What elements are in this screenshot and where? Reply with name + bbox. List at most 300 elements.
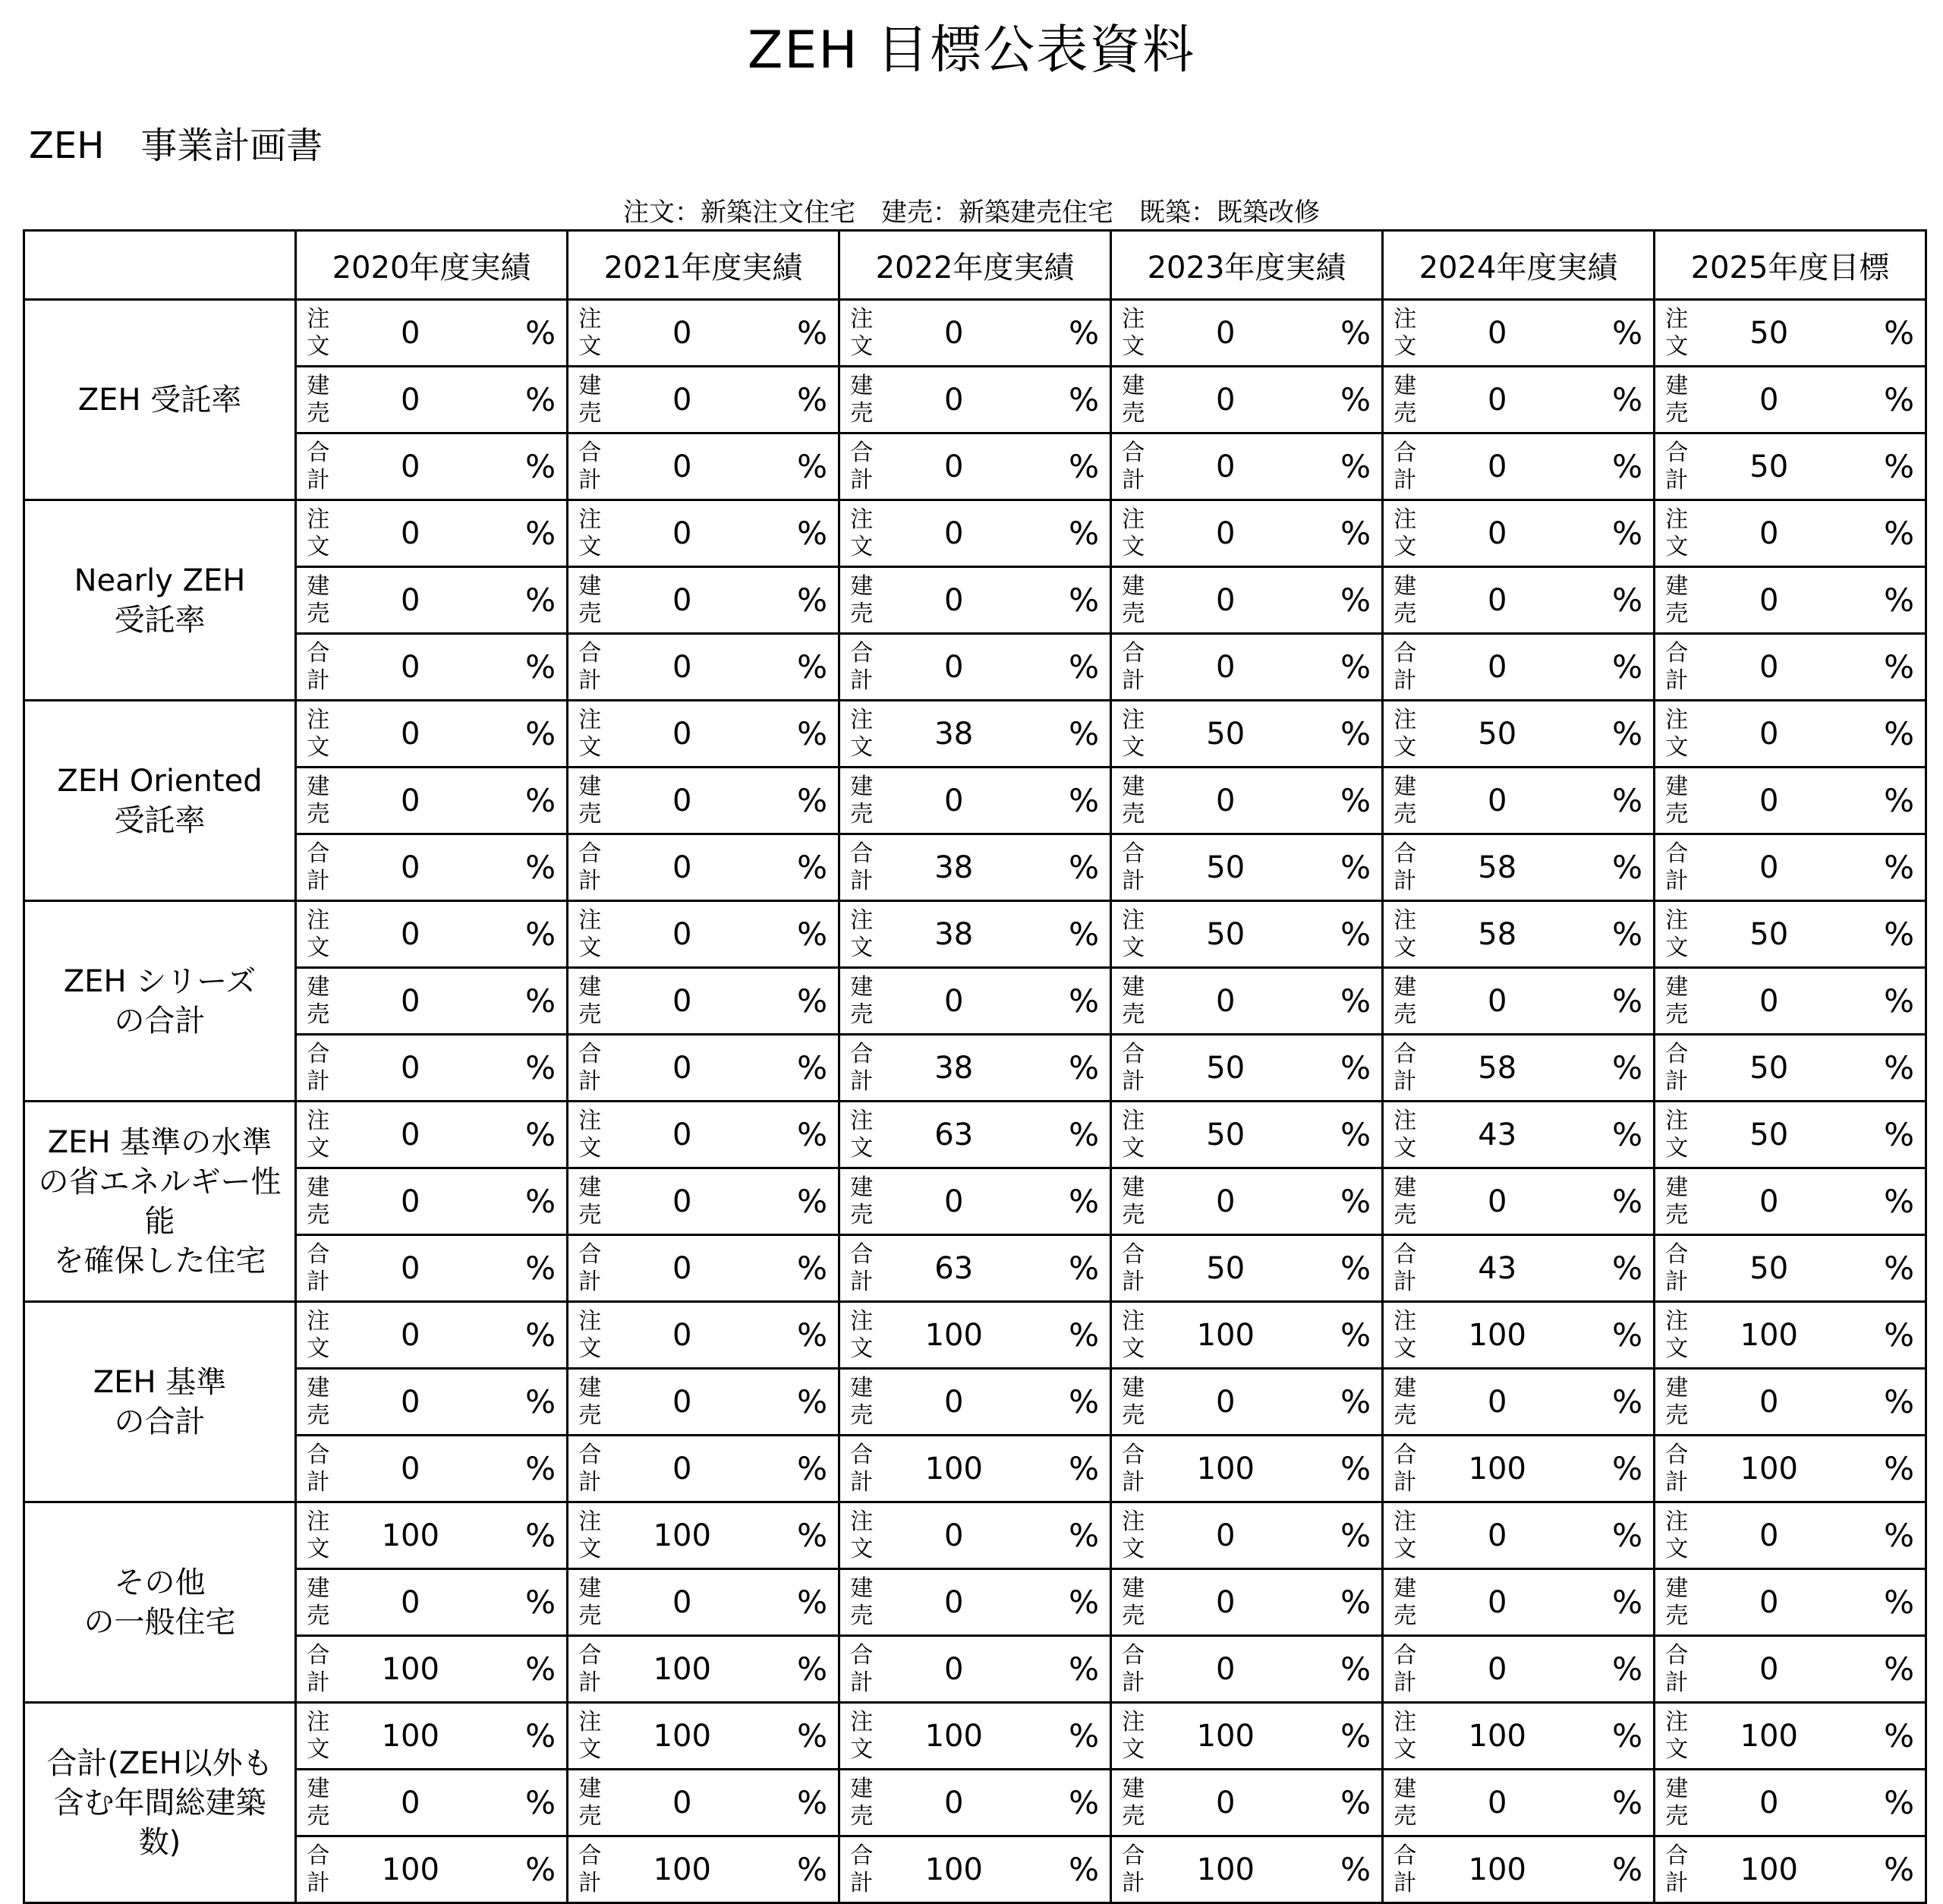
rate-value: 0 [672, 1317, 692, 1353]
housing-type-label: 建 売 [1655, 367, 1699, 433]
rate-value: 0 [1216, 983, 1236, 1019]
percent-unit: % [1884, 1250, 1914, 1287]
rate-cell [612, 300, 839, 367]
rate-value: 0 [672, 1384, 692, 1420]
housing-type-label: 合 計 [839, 834, 883, 901]
rate-cell [883, 1102, 1111, 1168]
table-row [24, 1836, 1926, 1903]
percent-unit: % [1069, 982, 1099, 1020]
table-row [24, 1502, 1926, 1569]
percent-unit: % [1069, 1650, 1099, 1688]
rate-value: 100 [1196, 1852, 1255, 1887]
rate-value: 63 [934, 1117, 974, 1152]
housing-type-label: 合 計 [1111, 834, 1155, 901]
housing-type-label: 合 計 [568, 1636, 612, 1703]
rate-cell [340, 500, 568, 567]
percent-unit: % [1612, 1183, 1642, 1220]
housing-type-label: 建 売 [839, 1369, 883, 1436]
percent-unit: % [1069, 1383, 1099, 1420]
percent-unit: % [1612, 849, 1642, 886]
percent-unit: % [1340, 1450, 1371, 1487]
rate-cell [612, 1436, 839, 1502]
rate-cell [612, 1235, 839, 1302]
housing-type-label: 合 計 [1655, 1235, 1699, 1302]
rate-value: 100 [381, 1718, 439, 1754]
rate-cell [1427, 367, 1655, 433]
table-row [24, 968, 1926, 1035]
housing-type-label: 合 計 [1655, 1436, 1699, 1502]
housing-type-label: 注 文 [296, 901, 340, 968]
rate-value: 0 [401, 1317, 420, 1353]
housing-type-label: 注 文 [296, 1703, 340, 1770]
rate-cell [1155, 1369, 1383, 1436]
rate-cell [883, 567, 1111, 634]
rate-cell [1155, 1436, 1383, 1502]
rate-value: 0 [672, 1584, 692, 1620]
housing-type-label: 合 計 [1655, 1636, 1699, 1703]
percent-unit: % [1069, 1450, 1099, 1487]
housing-type-label: 合 計 [1111, 1636, 1155, 1703]
rate-cell [1699, 1302, 1926, 1369]
page-title: ZEH 目標公表資料 [747, 20, 1196, 80]
percent-unit: % [1340, 448, 1371, 485]
rate-value: 50 [1206, 916, 1245, 952]
housing-type-label: 合 計 [296, 1836, 340, 1903]
percent-unit: % [1340, 314, 1371, 351]
housing-type-label: 注 文 [296, 701, 340, 768]
housing-type-label: 建 売 [1655, 1369, 1699, 1436]
rate-cell [883, 1302, 1111, 1369]
rate-cell [1155, 1502, 1383, 1569]
rate-cell [1699, 1436, 1926, 1502]
percent-unit: % [1884, 1517, 1914, 1554]
rate-cell [1699, 768, 1926, 834]
rate-cell [612, 367, 839, 433]
percent-unit: % [1884, 715, 1914, 752]
rate-value: 63 [934, 1250, 974, 1286]
housing-type-label: 注 文 [1111, 901, 1155, 968]
housing-type-label: 注 文 [1111, 1302, 1155, 1369]
housing-type-label: 注 文 [1111, 1102, 1155, 1168]
rate-value: 0 [1216, 1184, 1236, 1219]
table-row [24, 901, 1926, 968]
rate-value: 0 [944, 382, 964, 418]
rate-value: 0 [672, 449, 692, 484]
rate-value: 0 [1216, 515, 1236, 551]
rate-cell [1699, 968, 1926, 1035]
percent-unit: % [525, 515, 556, 552]
housing-type-label: 注 文 [1655, 901, 1699, 968]
rate-value: 0 [944, 649, 964, 685]
rate-value: 0 [944, 449, 964, 484]
rate-cell [1699, 1569, 1926, 1636]
rate-cell [1427, 1102, 1655, 1168]
percent-unit: % [1069, 1584, 1099, 1621]
percent-unit: % [1612, 314, 1642, 351]
housing-type-label: 注 文 [1383, 901, 1427, 968]
percent-unit: % [1884, 648, 1914, 686]
housing-type-label: 合 計 [296, 1636, 340, 1703]
rate-value: 0 [401, 716, 420, 752]
housing-type-label: 合 計 [568, 834, 612, 901]
percent-unit: % [1340, 1116, 1371, 1153]
housing-type-label: 建 売 [1111, 968, 1155, 1035]
rate-cell [883, 1035, 1111, 1102]
housing-type-label: 注 文 [568, 1502, 612, 1569]
rate-cell [612, 901, 839, 968]
percent-unit: % [797, 1316, 827, 1354]
rate-cell [1699, 500, 1926, 567]
rate-cell [1699, 1636, 1926, 1703]
rate-cell [1427, 500, 1655, 567]
rate-cell [340, 1502, 568, 1569]
rate-value: 0 [672, 1117, 692, 1152]
housing-type-label: 建 売 [1383, 367, 1427, 433]
rate-cell [883, 834, 1111, 901]
rate-value: 0 [401, 449, 420, 484]
rate-cell [1699, 834, 1926, 901]
rate-cell [340, 968, 568, 1035]
rate-cell [340, 901, 568, 968]
percent-unit: % [1340, 1250, 1371, 1287]
table-row [24, 300, 1926, 367]
percent-unit: % [1884, 1584, 1914, 1621]
housing-type-label: 注 文 [296, 1502, 340, 1569]
percent-unit: % [1612, 1784, 1642, 1821]
rate-cell [1699, 1369, 1926, 1436]
percent-unit: % [1884, 1784, 1914, 1821]
rate-cell [340, 834, 568, 901]
rate-value: 100 [1740, 1718, 1798, 1754]
percent-unit: % [1612, 448, 1642, 485]
housing-type-label: 合 計 [1111, 1836, 1155, 1903]
abbreviation-legend: 注文：新築注文住宅 建売：新築建売住宅 既築：既築改修 [623, 197, 1320, 228]
percent-unit: % [1340, 1517, 1371, 1554]
rate-value: 0 [1488, 1584, 1507, 1620]
rate-value: 0 [672, 983, 692, 1019]
housing-type-label: 合 計 [1111, 1436, 1155, 1502]
rate-value: 0 [401, 783, 420, 818]
housing-type-label: 建 売 [1383, 1369, 1427, 1436]
housing-type-label: 建 売 [1655, 1168, 1699, 1235]
rate-cell [1699, 1168, 1926, 1235]
housing-type-label: 注 文 [568, 300, 612, 367]
percent-unit: % [1612, 1517, 1642, 1554]
rate-value: 50 [1206, 1250, 1245, 1286]
rate-value: 0 [672, 1050, 692, 1086]
category-label: ZEH 受託率 [24, 300, 296, 500]
rate-value: 0 [1759, 382, 1779, 418]
housing-type-label: 建 売 [1655, 1770, 1699, 1836]
rate-cell [1155, 1703, 1383, 1770]
percent-unit: % [1340, 1851, 1371, 1888]
rate-cell [883, 367, 1111, 433]
rate-value: 0 [1488, 1651, 1507, 1687]
housing-type-label: 建 売 [1111, 367, 1155, 433]
rate-value: 0 [672, 716, 692, 752]
rate-value: 0 [1759, 983, 1779, 1019]
rate-value: 0 [1759, 1384, 1779, 1420]
housing-type-label: 注 文 [1111, 1703, 1155, 1770]
rate-cell [612, 968, 839, 1035]
percent-unit: % [797, 1717, 827, 1754]
rate-value: 0 [1759, 783, 1779, 818]
rate-cell [1427, 1369, 1655, 1436]
housing-type-label: 注 文 [296, 500, 340, 567]
rate-cell [1155, 300, 1383, 367]
housing-type-label: 建 売 [1111, 1569, 1155, 1636]
rate-cell [1427, 634, 1655, 701]
rate-cell [340, 1235, 568, 1302]
rate-cell [1155, 367, 1383, 433]
percent-unit: % [1340, 1183, 1371, 1220]
rate-value: 100 [1468, 1317, 1526, 1353]
housing-type-label: 注 文 [1655, 1703, 1699, 1770]
housing-type-label: 注 文 [1111, 300, 1155, 367]
rate-value: 50 [1749, 1250, 1789, 1286]
rate-cell [340, 1369, 568, 1436]
rate-cell [340, 1703, 568, 1770]
rate-cell [1155, 567, 1383, 634]
corner-cell [24, 231, 296, 300]
rate-value: 50 [1749, 449, 1789, 484]
percent-unit: % [1340, 582, 1371, 619]
year-header: 2024年度実績 [1383, 231, 1655, 300]
rate-cell [883, 1836, 1111, 1903]
rate-value: 50 [1749, 1050, 1789, 1086]
rate-cell [1155, 901, 1383, 968]
percent-unit: % [1340, 1717, 1371, 1754]
housing-type-label: 建 売 [839, 768, 883, 834]
year-header: 2020年度実績 [296, 231, 568, 300]
housing-type-label: 合 計 [1655, 433, 1699, 500]
housing-type-label: 建 売 [568, 1569, 612, 1636]
rate-value: 0 [672, 1451, 692, 1486]
table-row [24, 1035, 1926, 1102]
housing-type-label: 合 計 [839, 1436, 883, 1502]
rate-cell [340, 634, 568, 701]
percent-unit: % [797, 314, 827, 351]
category-label: ZEH Oriented 受託率 [24, 701, 296, 901]
percent-unit: % [525, 381, 556, 418]
percent-unit: % [1069, 314, 1099, 351]
percent-unit: % [797, 1517, 827, 1554]
housing-type-label: 合 計 [568, 1035, 612, 1102]
percent-unit: % [1069, 916, 1099, 953]
rate-cell [1155, 1168, 1383, 1235]
housing-type-label: 合 計 [1111, 1035, 1155, 1102]
housing-type-label: 合 計 [1383, 634, 1427, 701]
rate-value: 0 [1488, 983, 1507, 1019]
percent-unit: % [1340, 782, 1371, 819]
housing-type-label: 合 計 [1111, 634, 1155, 701]
housing-type-label: 注 文 [1655, 500, 1699, 567]
rate-cell [1427, 300, 1655, 367]
category-label: ZEH 基準 の合計 [24, 1302, 296, 1502]
housing-type-label: 注 文 [1383, 1302, 1427, 1369]
table-body [24, 300, 1926, 1903]
rate-value: 0 [944, 315, 964, 351]
rate-value: 0 [401, 1384, 420, 1420]
housing-type-label: 合 計 [1111, 1235, 1155, 1302]
page-subtitle: ZEH 事業計画書 [29, 125, 323, 167]
percent-unit: % [1340, 515, 1371, 552]
percent-unit: % [1884, 916, 1914, 953]
housing-type-label: 合 計 [296, 834, 340, 901]
percent-unit: % [1612, 1049, 1642, 1086]
rate-cell [340, 433, 568, 500]
percent-unit: % [1612, 1717, 1642, 1754]
table-row [24, 1703, 1926, 1770]
rate-cell [883, 1436, 1111, 1502]
rate-value: 0 [944, 1184, 964, 1219]
rate-cell [883, 1569, 1111, 1636]
rate-cell [1155, 1035, 1383, 1102]
housing-type-label: 合 計 [839, 1235, 883, 1302]
rate-cell [1427, 901, 1655, 968]
rate-cell [1699, 1703, 1926, 1770]
percent-unit: % [797, 1049, 827, 1086]
percent-unit: % [1612, 1851, 1642, 1888]
rate-cell [1427, 1235, 1655, 1302]
housing-type-label: 建 売 [1111, 1770, 1155, 1836]
rate-value: 0 [1759, 1651, 1779, 1687]
rate-cell [340, 1836, 568, 1903]
housing-type-label: 合 計 [296, 634, 340, 701]
rate-cell [1699, 901, 1926, 968]
rate-value: 100 [653, 1852, 711, 1887]
percent-unit: % [1340, 982, 1371, 1020]
rate-value: 0 [944, 515, 964, 551]
rate-cell [340, 367, 568, 433]
rate-value: 100 [381, 1518, 439, 1553]
rate-value: 43 [1478, 1117, 1517, 1152]
percent-unit: % [1340, 849, 1371, 886]
rate-value: 0 [1759, 1785, 1779, 1820]
rate-cell [612, 500, 839, 567]
rate-cell [883, 1235, 1111, 1302]
rate-cell [1155, 968, 1383, 1035]
percent-unit: % [1612, 1650, 1642, 1688]
table-row [24, 1302, 1926, 1369]
housing-type-label: 建 売 [568, 1168, 612, 1235]
percent-unit: % [1612, 715, 1642, 752]
percent-unit: % [1612, 782, 1642, 819]
housing-type-label: 建 売 [1383, 1168, 1427, 1235]
rate-value: 38 [934, 1050, 974, 1086]
percent-unit: % [1069, 582, 1099, 619]
rate-cell [1427, 1569, 1655, 1636]
rate-value: 0 [944, 582, 964, 618]
housing-type-label: 合 計 [1655, 1035, 1699, 1102]
housing-type-label: 建 売 [1655, 1569, 1699, 1636]
housing-type-label: 合 計 [839, 1636, 883, 1703]
table-row [24, 634, 1926, 701]
percent-unit: % [1884, 448, 1914, 485]
percent-unit: % [797, 715, 827, 752]
housing-type-label: 建 売 [1111, 1369, 1155, 1436]
percent-unit: % [1884, 515, 1914, 552]
housing-type-label: 建 売 [1383, 968, 1427, 1035]
housing-type-label: 注 文 [1655, 1102, 1699, 1168]
percent-unit: % [525, 782, 556, 819]
percent-unit: % [525, 314, 556, 351]
rate-value: 0 [1488, 582, 1507, 618]
percent-unit: % [1340, 648, 1371, 686]
rate-cell [340, 1168, 568, 1235]
rate-value: 100 [653, 1651, 711, 1687]
table-row [24, 567, 1926, 634]
rate-cell [340, 1569, 568, 1636]
rate-cell [1155, 768, 1383, 834]
rate-cell [1155, 1569, 1383, 1636]
housing-type-label: 合 計 [1111, 433, 1155, 500]
rate-cell [340, 1035, 568, 1102]
rate-cell [340, 701, 568, 768]
rate-cell [1699, 1836, 1926, 1903]
percent-unit: % [1612, 916, 1642, 953]
rate-value: 0 [401, 983, 420, 1019]
housing-type-label: 注 文 [1383, 300, 1427, 367]
zeh-plan-table [23, 229, 1927, 1904]
rate-cell [883, 1369, 1111, 1436]
rate-cell [1155, 500, 1383, 567]
rate-value: 0 [1759, 716, 1779, 752]
percent-unit: % [525, 1784, 556, 1821]
rate-cell [1427, 1770, 1655, 1836]
rate-value: 0 [1759, 649, 1779, 685]
rate-value: 0 [672, 315, 692, 351]
housing-type-label: 注 文 [839, 1102, 883, 1168]
year-header: 2023年度実績 [1111, 231, 1383, 300]
rate-value: 0 [1216, 449, 1236, 484]
rate-cell [340, 1302, 568, 1369]
rate-value: 100 [1196, 1317, 1255, 1353]
category-label: その他 の一般住宅 [24, 1502, 296, 1703]
rate-value: 58 [1478, 1050, 1517, 1086]
category-label: 合計(ZEH以外も 含む年間総建築 数) [24, 1703, 296, 1903]
percent-unit: % [1069, 1116, 1099, 1153]
housing-type-label: 注 文 [839, 500, 883, 567]
rate-value: 0 [1216, 382, 1236, 418]
percent-unit: % [797, 1116, 827, 1153]
percent-unit: % [1069, 1316, 1099, 1354]
rate-cell [340, 768, 568, 834]
rate-cell [340, 300, 568, 367]
housing-type-label: 建 売 [839, 367, 883, 433]
percent-unit: % [1612, 582, 1642, 619]
housing-type-label: 注 文 [1383, 1502, 1427, 1569]
rate-cell [883, 1502, 1111, 1569]
rate-value: 43 [1478, 1250, 1517, 1286]
rate-cell [1427, 768, 1655, 834]
housing-type-label: 注 文 [1111, 500, 1155, 567]
rate-value: 38 [934, 850, 974, 885]
percent-unit: % [1340, 381, 1371, 418]
housing-type-label: 建 売 [568, 367, 612, 433]
housing-type-label: 建 売 [568, 968, 612, 1035]
housing-type-label: 建 売 [1383, 567, 1427, 634]
percent-unit: % [1884, 314, 1914, 351]
rate-value: 100 [1468, 1718, 1526, 1754]
rate-value: 100 [1468, 1451, 1526, 1486]
percent-unit: % [1069, 448, 1099, 485]
housing-type-label: 注 文 [1383, 500, 1427, 567]
housing-type-label: 建 売 [839, 1770, 883, 1836]
table-row [24, 433, 1926, 500]
rate-cell [612, 1102, 839, 1168]
table-row [24, 1770, 1926, 1836]
